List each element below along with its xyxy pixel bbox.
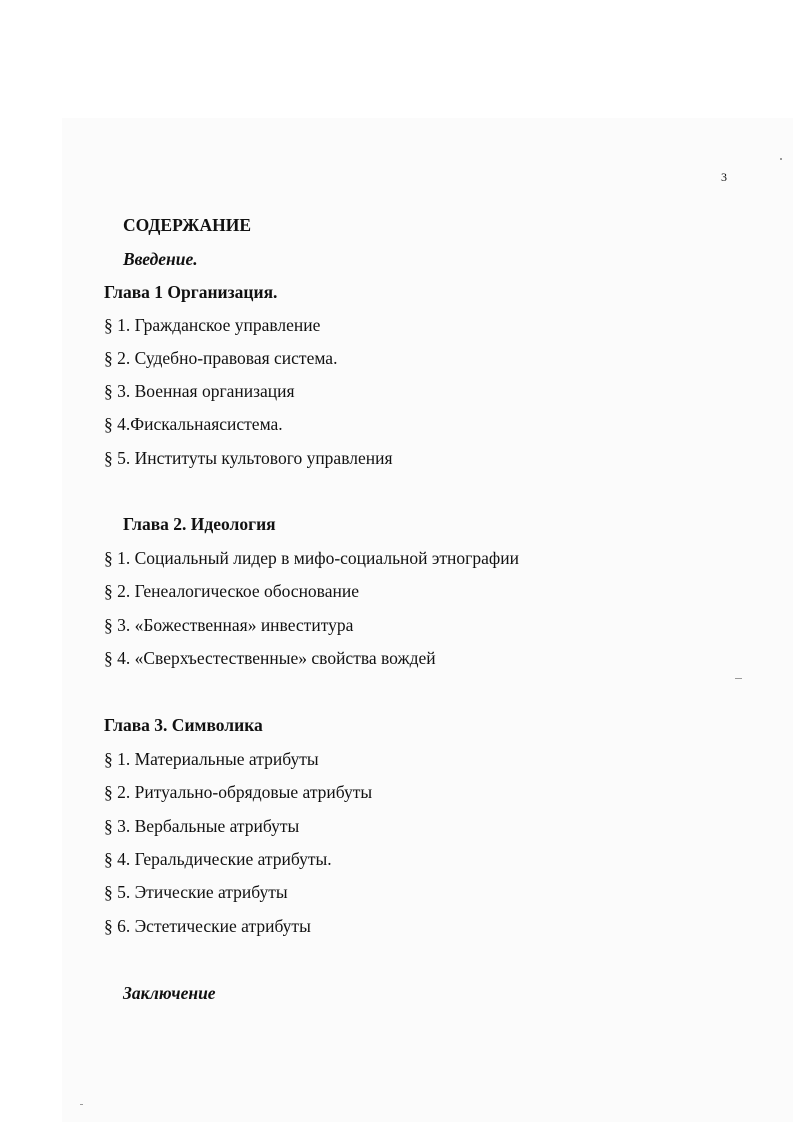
scan-speck [780,158,782,160]
chapter-3-section-2: § 2. Ритуально-обрядовые атрибуты [104,782,373,802]
chapter-3-section-4: § 4. Геральдические атрибуты. [104,849,332,869]
chapter-3-heading: Глава 3. Символика [104,715,263,735]
scan-speck [80,1104,83,1105]
chapter-2-section-1: § 1. Социальный лидер в мифо-социальной этнографии [104,548,519,568]
chapter-1-section-2: § 2. Судебно-правовая система. [104,348,338,368]
toc-conclusion: Заключение [123,983,216,1003]
chapter-1-section-5: § 5. Институты культового управления [104,448,393,468]
chapter-1-section-1: § 1. Гражданское управление [104,315,321,335]
toc-title: СОДЕРЖАНИЕ [123,215,252,235]
chapter-3-section-5: § 5. Этические атрибуты [104,882,288,902]
toc-introduction: Введение. [123,249,198,269]
chapter-3-section-1: § 1. Материальные атрибуты [104,749,319,769]
chapter-2-section-2: § 2. Генеалогическое обоснование [104,581,359,601]
scan-speck [735,678,742,679]
chapter-3-section-6: § 6. Эстетические атрибуты [104,916,311,936]
chapter-3-section-3: § 3. Вербальные атрибуты [104,816,300,836]
chapter-1-section-3: § 3. Военная организация [104,381,295,401]
chapter-2-section-4: § 4. «Сверхъестественные» свойства вождей [104,648,436,668]
page-number: 3 [721,170,727,184]
chapter-2-heading: Глава 2. Идеология [123,514,276,534]
chapter-1-heading: Глава 1 Организация. [104,282,278,302]
chapter-2-section-3: § 3. «Божественная» инвеститура [104,615,354,635]
chapter-1-section-4: § 4.Фискальнаясистема. [104,414,283,434]
